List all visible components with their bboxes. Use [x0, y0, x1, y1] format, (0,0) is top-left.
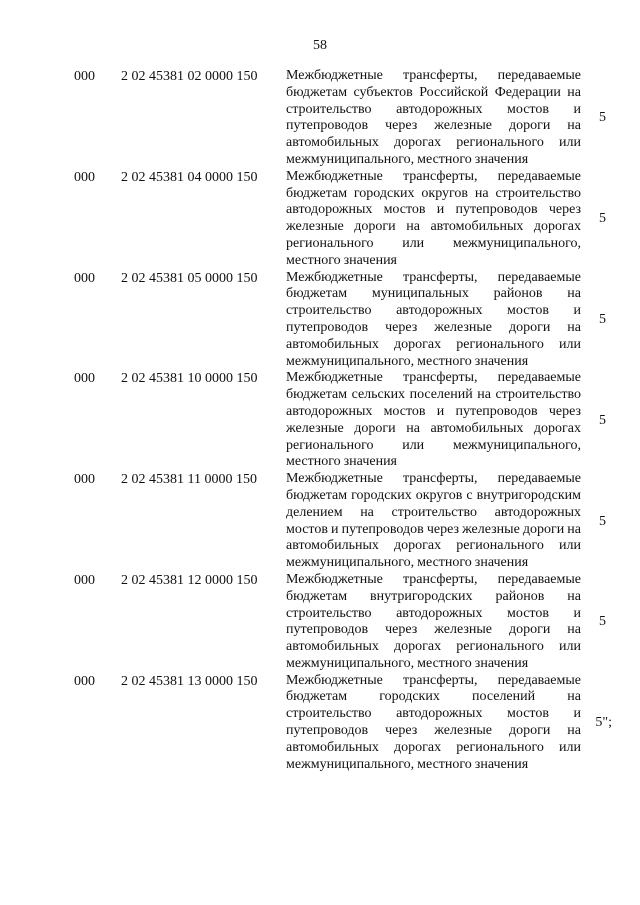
budget-codes-table	[0, 68, 640, 773]
norm-value: 5";	[595, 715, 612, 731]
norm-value: 5	[599, 614, 606, 630]
table-row	[0, 270, 640, 371]
budget-classification-code: 2 02 45381 11 0000 150	[121, 472, 257, 488]
admin-code: 000	[74, 673, 95, 689]
admin-code: 000	[74, 169, 95, 185]
norm-value: 5	[599, 110, 606, 126]
table-row	[0, 68, 640, 169]
norm-value: 5	[599, 513, 606, 529]
income-description: Межбюджетные трансферты, передаваемые бюджетам городских округов на строительство автодорожных мостов и путепроводов через железные дороги на автомобильных дорогах регионального или межмуниципального, местного значения	[286, 168, 581, 268]
table-row	[0, 673, 640, 774]
norm-value: 5	[599, 412, 606, 428]
table-row	[0, 169, 640, 270]
page-number: 58	[313, 38, 327, 53]
income-description: Межбюджетные трансферты, передаваемые бюджетам городских поселений на строительство автодорожных мостов и путепроводов через железные дороги на автомобильных дорогах регионального или межмуниципального, местного значения	[286, 672, 581, 772]
income-description: Межбюджетные трансферты, передаваемые бюджетам городских округов с внутригородским делением на строительство автодорожных мостов и путепроводов через железные дороги на автомобильных дорогах регионального или межмуниципального, местного значения	[286, 471, 581, 571]
budget-classification-code: 2 02 45381 10 0000 150	[121, 371, 258, 387]
budget-classification-code: 2 02 45381 12 0000 150	[121, 572, 258, 588]
admin-code: 000	[74, 270, 95, 286]
budget-classification-code: 2 02 45381 13 0000 150	[121, 673, 258, 689]
table-row	[0, 471, 640, 572]
admin-code: 000	[74, 572, 95, 588]
income-description: Межбюджетные трансферты, передаваемые бюджетам внутригородских районов на строительство автодорожных мостов и путепроводов через железные дороги на автомобильных дорогах регионального или межмуниципального, местного значения	[286, 571, 581, 671]
table-row	[0, 370, 640, 471]
table-row	[0, 572, 640, 673]
norm-value: 5	[599, 311, 606, 327]
admin-code: 000	[74, 472, 95, 488]
admin-code: 000	[74, 69, 95, 84]
budget-classification-code: 2 02 45381 04 0000 150	[121, 169, 258, 185]
admin-code: 000	[74, 371, 95, 387]
income-description: Межбюджетные трансферты, передаваемые бюджетам субъектов Российской Федерации на строительство автодорожных мостов и путепроводов через железные дороги на автомобильных дорогах регионального или межмуниципального, местного значения	[286, 68, 581, 167]
budget-classification-code: 2 02 45381 02 0000 150	[121, 69, 258, 84]
income-description: Межбюджетные трансферты, передаваемые бюджетам муниципальных районов на строительство автодорожных мостов и путепроводов через железные дороги на автомобильных дорогах регионального или межмуниципального, местного значения	[286, 269, 581, 369]
income-description: Межбюджетные трансферты, передаваемые бюджетам сельских поселений на строительство автодорожных мостов и путепроводов через железные дороги на автомобильных дорогах регионального или межмуниципального, местного значения	[286, 370, 581, 470]
budget-classification-code: 2 02 45381 05 0000 150	[121, 270, 258, 286]
norm-value: 5	[599, 211, 606, 227]
